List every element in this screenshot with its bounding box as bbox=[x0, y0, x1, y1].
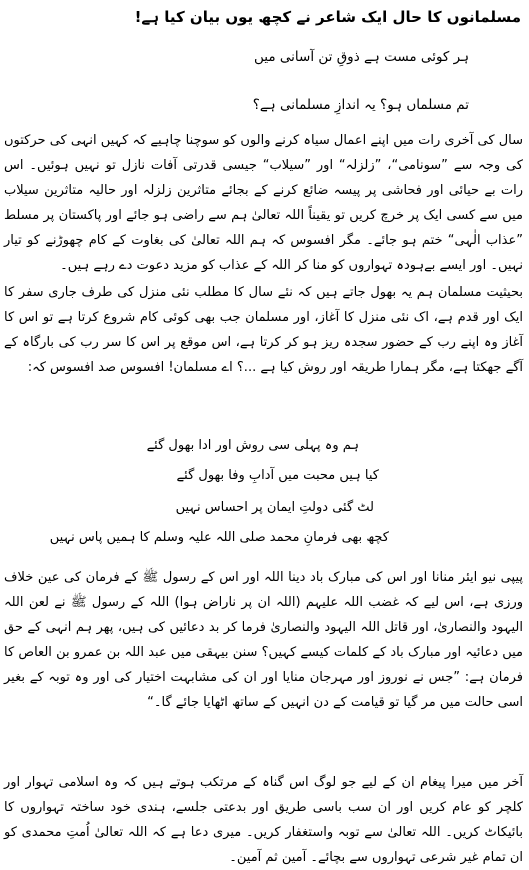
poem-line: کچھ بھی فرمانِ محمد صلی اللہ علیہ وسلم کا ہمیں پاس نہیں bbox=[49, 530, 389, 545]
poem-line: کیا ہیں محبت میں آدابِ وفا بھول گئے bbox=[176, 468, 379, 483]
verse-line: ہر کوئی مست ہے ذوقِ تن آسانی میں bbox=[254, 49, 469, 65]
poem-line: لٹ گئی دولتِ ایمان پر احساس نہیں bbox=[175, 500, 374, 515]
poem-line: ہم وہ پہلی سی روش اور ادا بھول گئے bbox=[146, 438, 359, 453]
paragraph-as-muslims: بحیثیت مسلمان ہم یہ بھول جاتے ہیں کہ نئے سال کا مطلب نئی منزل کی طرف جاری سفر کا ایک اور قدم ہے، اک نئی منزل کا آغاز، اور مسلمان جب بھی کوئی کام شروع کرتا ہے تو اس کا آغاز وہ اپنے رب کے حضور سجدہ ریز ہو کر کرتا ہے، اس موقع پر اس کا سر رب کی بارگاہ کے آگے جھکتا ہے، مگر ہمارا طریقہ اور روش کیا ہے ...؟ اے مسلمان! افسوس صد افسوس کہ: bbox=[4, 285, 523, 375]
verse-line: تم مسلماں ہو؟ یہ اندازِ مسلمانی ہے؟ bbox=[252, 97, 469, 113]
article-heading: مسلمانوں کا حال ایک شاعر نے کچھ یوں بیان کیا ہے! bbox=[134, 8, 521, 26]
paragraph-new-year-night: سال کی آخری رات میں اپنے اعمال سیاہ کرنے والوں کو سوچنا چاہیے کہ کہیں انہی کی حرکتوں کی وجہ سے ”سونامی“، ”زلزلہ“ اور ”سیلاب“ جیسی قدرتی آفات نازل تو نہیں ہوئیں۔ اس رات بے حیائی اور فحاشی پر پیسہ ضائع کرنے کے بجائے متاثرین زلزلہ اور حالیہ متاثرین سیلاب میں سے کسی ایک پر خرچ کریں تو یقیناً اللہ تعالیٰ ہم سے راضی ہو جائے اور پاکستان پر مسلط ”عذاب الٰہی“ ختم ہو جائے۔ مگر افسوس کہ ہم اللہ تعالیٰ کی بغاوت کے کام چھوڑنے کو تیار نہیں۔ اور ایسے بےہودہ تہواروں کو منا کر اللہ کے عذاب کو مزید دعوت دے رہے ہیں۔ bbox=[4, 133, 523, 273]
paragraph-closing-message: آخر میں میرا پیغام ان کے لیے جو لوگ اس گناہ کے مرتکب ہوتے ہیں کہ وہ اسلامی تہوار اور کلچر کو عام کریں اور ان سب باسی طریق اور بدعتی جلسے، ہندی خود ساختہ تہواروں کا بائیکاٹ کریں۔ اللہ تعالیٰ سے توبہ واستغفار کریں۔ میری دعا ہے کہ اللہ تعالیٰ اُمتِ محمدی کو ان تمام غیر شرعی تہواروں سے بچائے۔ آمین ثم آمین۔ bbox=[4, 775, 523, 865]
paragraph-happy-new-year-ruling: پیپی نیو ایئر منانا اور اس کی مبارک باد دینا اللہ اور اس کے رسول ﷺ کے فرمان کی عین خلاف ورزی ہے، اس لیے کہ غضب اللہ علیہم (اللہ ان پر ناراض ہوا) اللہ کے رسول ﷺ نے لعن اللہ الیہود والنصاریٰ، اور قاتل اللہ الیہود والنصاریٰ فرما کر بد دعائیں کی ہیں، پھر ہم انہی کے حق میں دعائیہ اور مبارک باد کے کلمات کیسے کہیں؟ سنن بیہقی میں عبد اللہ بن عمرو بن العاص کا فرمان ہے: ”جس نے نوروز اور مہرجان منایا اور ان کی مشابہت اختیار کی اور وہ توبہ کے بغیر اسی حالت میں مر گیا تو قیامت کے دن انہیں کے ساتھ اٹھایا جائے گا۔“ bbox=[4, 570, 523, 710]
